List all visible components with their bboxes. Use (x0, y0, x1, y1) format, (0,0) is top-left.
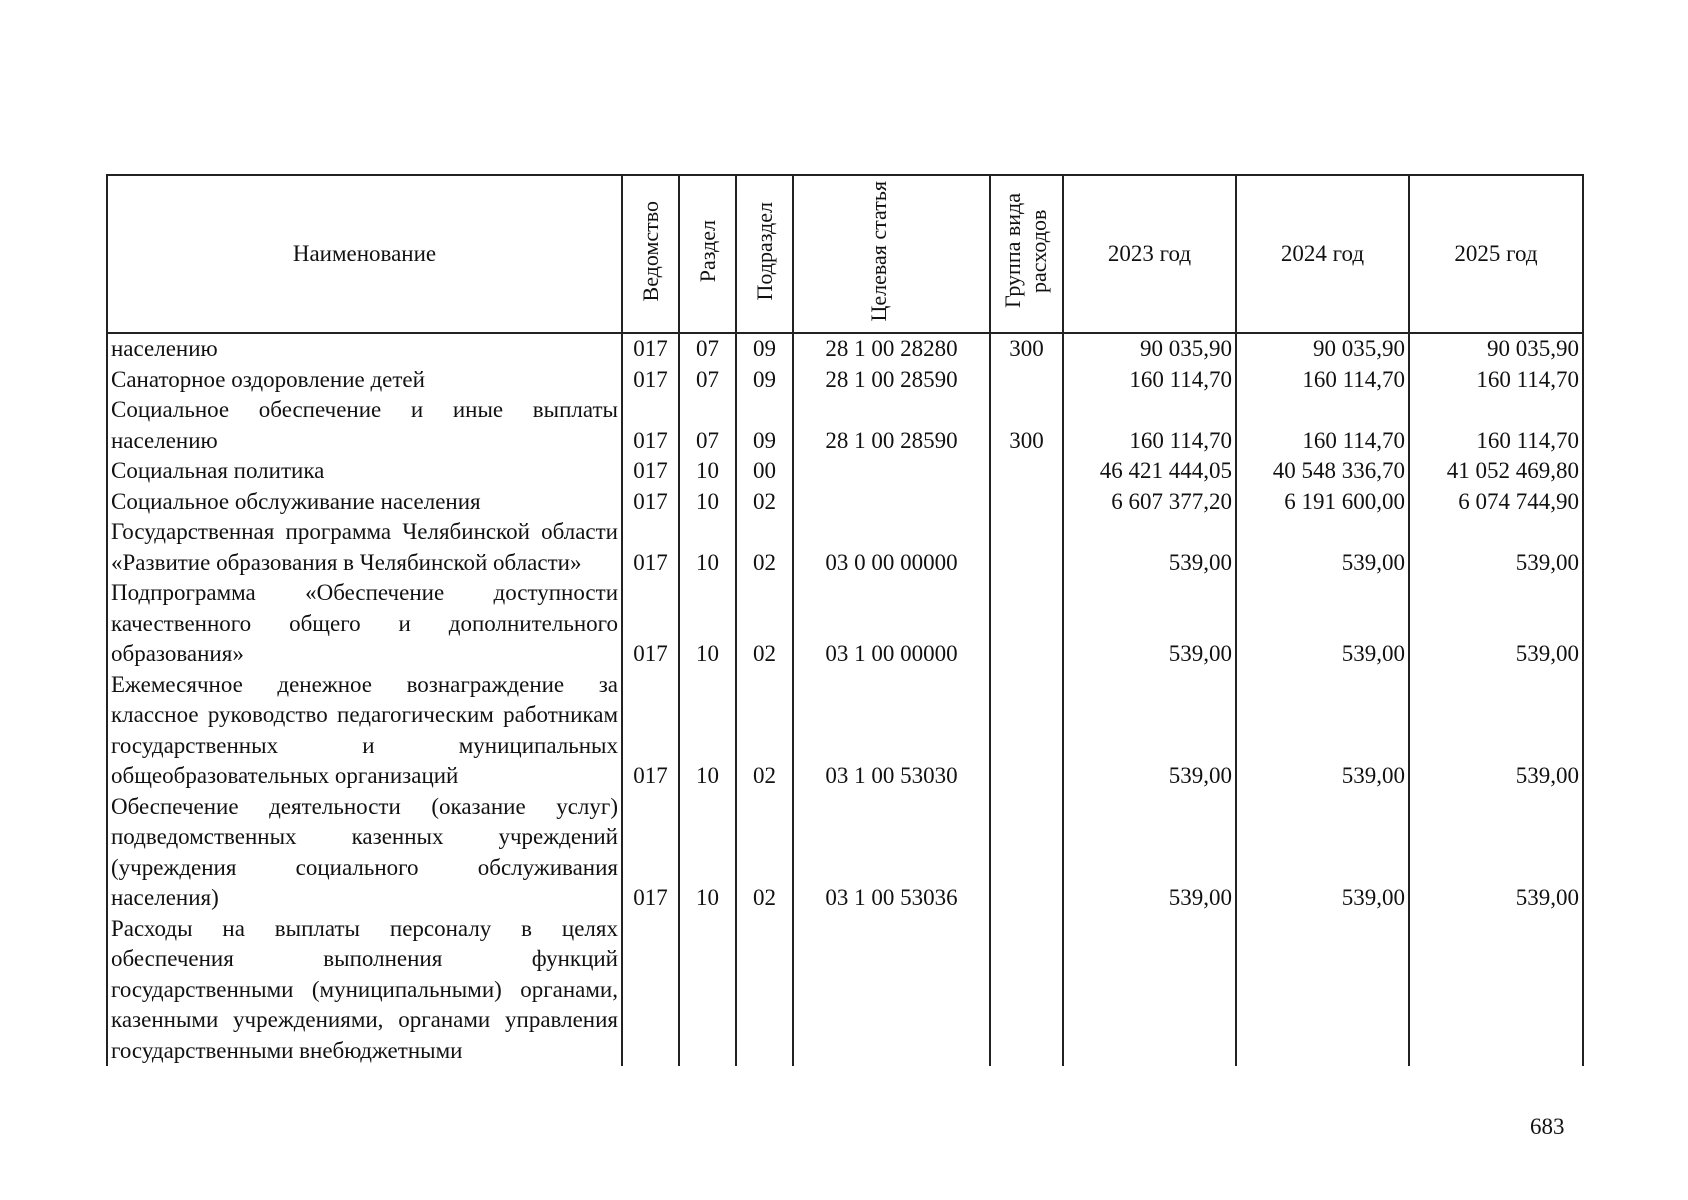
cell-2025: 160 114,70 (1409, 365, 1583, 396)
cell-vedomstvo: 017 (622, 365, 679, 396)
cell-gruppa: 300 (990, 333, 1063, 365)
cell-2025 (1409, 914, 1583, 1067)
cell-celevaya (793, 487, 990, 518)
cell-vedomstvo (622, 914, 679, 1067)
cell-2023: 90 035,90 (1063, 333, 1236, 365)
cell-razdel: 10 (679, 578, 736, 670)
cell-vedomstvo: 017 (622, 578, 679, 670)
cell-2025: 6 074 744,90 (1409, 487, 1583, 518)
cell-podrazdel: 02 (736, 792, 793, 914)
header-2023: 2023 год (1063, 175, 1236, 333)
cell-name: Санаторное оздоровление детей (107, 365, 622, 396)
cell-celevaya (793, 914, 990, 1067)
cell-name: Государственная программа Челябинской области «Развитие образования в Челябинской области» (107, 517, 622, 578)
header-celevaya-statya (793, 175, 990, 333)
cell-name: населению (107, 333, 622, 365)
cell-gruppa (990, 670, 1063, 792)
cell-gruppa (990, 914, 1063, 1067)
table-row (107, 395, 1583, 456)
header-razdel (679, 175, 736, 333)
cell-2023: 539,00 (1063, 792, 1236, 914)
header-podrazdel (736, 175, 793, 333)
header-vedomstvo (622, 175, 679, 333)
cell-vedomstvo: 017 (622, 487, 679, 518)
page-number: 683 (1530, 1114, 1565, 1139)
cell-2023: 46 421 444,05 (1063, 456, 1236, 487)
table-row (107, 333, 1583, 365)
cell-name: Расходы на выплаты персоналу в целях обеспечения выполнения функций государственными (муниципальными) органами, казенными учреждениями, органами управления государственными внебюджетными (107, 914, 622, 1067)
cell-vedomstvo: 017 (622, 395, 679, 456)
cell-razdel: 10 (679, 517, 736, 578)
cell-podrazdel: 09 (736, 365, 793, 396)
cell-2024: 539,00 (1236, 792, 1409, 914)
cell-2024: 160 114,70 (1236, 395, 1409, 456)
cell-vedomstvo: 017 (622, 517, 679, 578)
cell-2023: 539,00 (1063, 517, 1236, 578)
cell-podrazdel: 02 (736, 578, 793, 670)
cell-2023: 160 114,70 (1063, 395, 1236, 456)
cell-2024: 40 548 336,70 (1236, 456, 1409, 487)
cell-razdel: 10 (679, 792, 736, 914)
cell-celevaya: 28 1 00 28590 (793, 365, 990, 396)
table-row (107, 914, 1583, 1067)
cell-razdel: 07 (679, 365, 736, 396)
header-celevaya-label: Целевая статья (865, 180, 891, 322)
cell-2024 (1236, 914, 1409, 1067)
cell-podrazdel: 09 (736, 395, 793, 456)
cell-name: Социальная политика (107, 456, 622, 487)
cell-podrazdel: 02 (736, 670, 793, 792)
cell-celevaya: 03 0 00 00000 (793, 517, 990, 578)
cell-podrazdel: 09 (736, 333, 793, 365)
cell-2024: 90 035,90 (1236, 333, 1409, 365)
cell-celevaya: 03 1 00 53036 (793, 792, 990, 914)
table-row (107, 365, 1583, 396)
header-2024: 2024 год (1236, 175, 1409, 333)
cell-2024: 539,00 (1236, 578, 1409, 670)
cell-2024: 539,00 (1236, 670, 1409, 792)
cell-razdel: 07 (679, 395, 736, 456)
header-razdel-label: Раздел (694, 219, 720, 283)
cell-2025: 539,00 (1409, 578, 1583, 670)
cell-gruppa (990, 792, 1063, 914)
cell-celevaya: 28 1 00 28590 (793, 395, 990, 456)
cell-vedomstvo: 017 (622, 333, 679, 365)
cell-2023: 160 114,70 (1063, 365, 1236, 396)
header-2025: 2025 год (1409, 175, 1583, 333)
cell-podrazdel: 00 (736, 456, 793, 487)
cell-2025: 539,00 (1409, 670, 1583, 792)
cell-razdel (679, 914, 736, 1067)
cell-name: Социальное обеспечение и иные выплаты населению (107, 395, 622, 456)
cell-2023 (1063, 914, 1236, 1067)
table-row (107, 670, 1583, 792)
cell-2025: 90 035,90 (1409, 333, 1583, 365)
table-row (107, 792, 1583, 914)
cell-gruppa (990, 487, 1063, 518)
cell-2023: 6 607 377,20 (1063, 487, 1236, 518)
header-gruppa-label: Группа вида расходов (999, 193, 1051, 309)
cell-razdel: 07 (679, 333, 736, 365)
header-name: Наименование (107, 175, 622, 333)
header-gruppa-vida-rashodov (990, 175, 1063, 333)
budget-table (106, 174, 1584, 1066)
cell-2024: 539,00 (1236, 517, 1409, 578)
cell-2024: 160 114,70 (1236, 365, 1409, 396)
cell-celevaya: 28 1 00 28280 (793, 333, 990, 365)
table-row (107, 456, 1583, 487)
cell-razdel: 10 (679, 487, 736, 518)
cell-name: Ежемесячное денежное вознаграждение за классное руководство педагогическим работникам государственных и муниципальных общеобразовательных организаций (107, 670, 622, 792)
cell-vedomstvo: 017 (622, 456, 679, 487)
cell-gruppa (990, 578, 1063, 670)
header-vedomstvo-label: Ведомство (637, 200, 663, 302)
cell-2025: 160 114,70 (1409, 395, 1583, 456)
table-row (107, 487, 1583, 518)
cell-gruppa (990, 456, 1063, 487)
cell-2025: 539,00 (1409, 517, 1583, 578)
cell-celevaya: 03 1 00 00000 (793, 578, 990, 670)
cell-podrazdel (736, 914, 793, 1067)
cell-2024: 6 191 600,00 (1236, 487, 1409, 518)
table-row (107, 517, 1583, 578)
table-row (107, 578, 1583, 670)
cell-2023: 539,00 (1063, 670, 1236, 792)
cell-podrazdel: 02 (736, 487, 793, 518)
cell-gruppa: 300 (990, 395, 1063, 456)
cell-celevaya: 03 1 00 53030 (793, 670, 990, 792)
cell-2025: 539,00 (1409, 792, 1583, 914)
cell-name: Обеспечение деятельности (оказание услуг) подведомственных казенных учреждений (учреждения социального обслуживания населения) (107, 792, 622, 914)
cell-razdel: 10 (679, 456, 736, 487)
cell-gruppa (990, 517, 1063, 578)
cell-2023: 539,00 (1063, 578, 1236, 670)
cell-vedomstvo: 017 (622, 670, 679, 792)
cell-celevaya (793, 456, 990, 487)
cell-name: Социальное обслуживание населения (107, 487, 622, 518)
cell-name: Подпрограмма «Обеспечение доступности качественного общего и дополнительного образования» (107, 578, 622, 670)
cell-2025: 41 052 469,80 (1409, 456, 1583, 487)
cell-gruppa (990, 365, 1063, 396)
cell-razdel: 10 (679, 670, 736, 792)
cell-vedomstvo: 017 (622, 792, 679, 914)
cell-podrazdel: 02 (736, 517, 793, 578)
header-podrazdel-label: Подраздел (751, 201, 777, 301)
table-header-row (107, 175, 1583, 333)
